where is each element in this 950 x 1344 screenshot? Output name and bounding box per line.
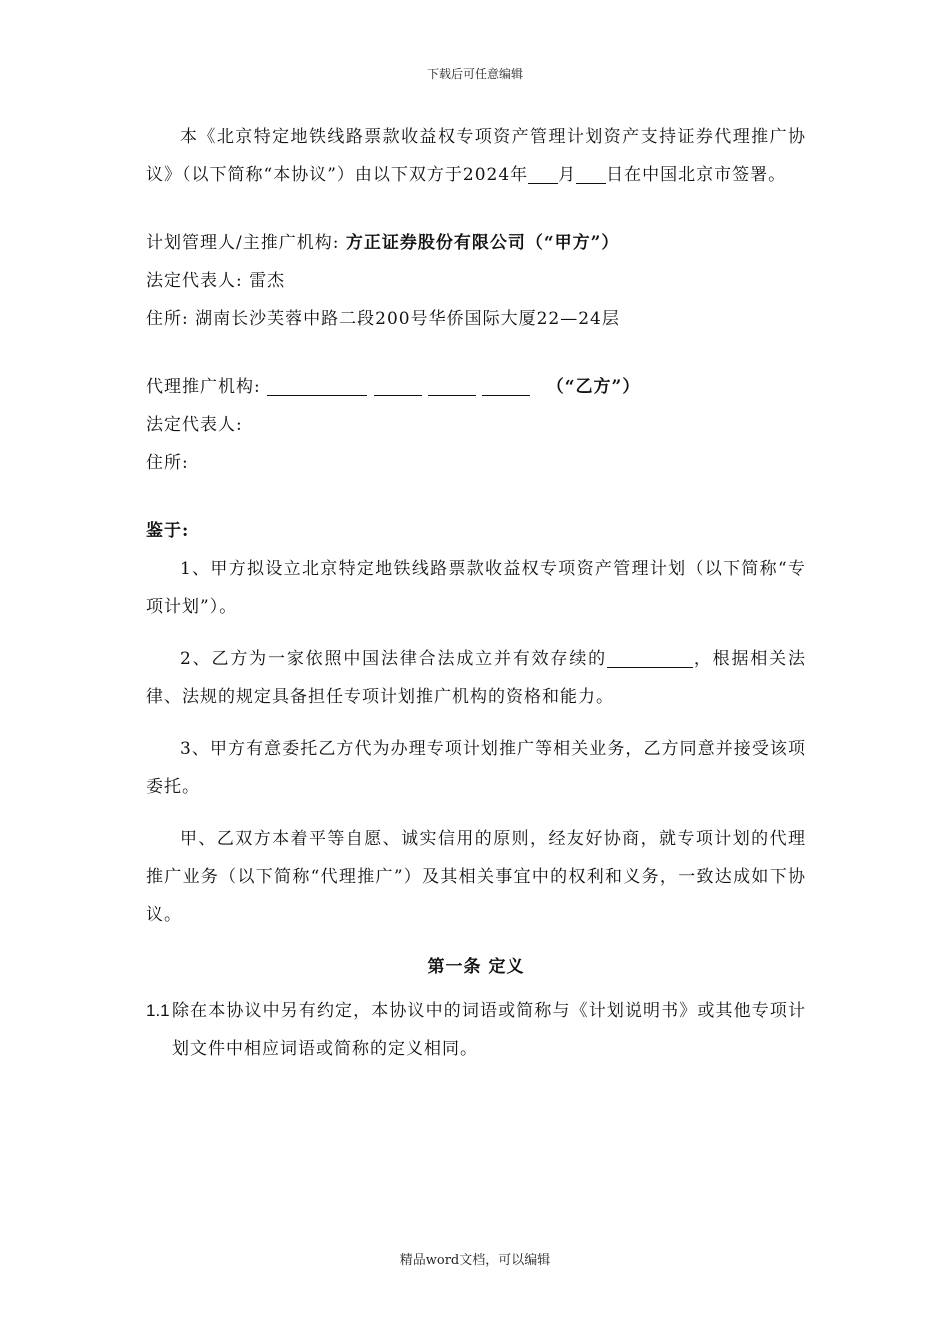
intro-paragraph [146,118,806,194]
party-b-address-label: 住所: [146,453,189,473]
party-b-address-line [146,444,806,482]
party-b-blank-1 [267,375,367,396]
entity-type-blank [607,647,693,668]
party-b-suffix: （“乙方”） [546,377,641,397]
whereas-item-3: 3、甲方有意委托乙方代为办理专项计划推广等相关业务，乙方同意并接受该项委托。 [146,739,806,797]
day-blank [576,163,606,184]
party-a-address-label: 住所: [146,309,189,329]
whereas-conclusion: 甲、乙双方本着平等自愿、诚实信用的原则，经友好协商，就专项计划的代理推广业务（以下简称“代理推广”）及其相关事宜中的权利和义务，一致达成如下协议。 [146,829,806,925]
whereas-item-2 [146,640,806,716]
party-a-rep-label: 法定代表人: [146,271,243,291]
clause-1-1 [146,992,806,1068]
party-a-rep-name: 雷杰 [249,271,286,291]
party-a-label: 计划管理人/主推广机构: [146,233,340,253]
month-blank [528,163,558,184]
party-a-name: 方正证券股份有限公司（“甲方”） [345,233,620,253]
party-b-line [146,368,806,406]
whereas-title: 鉴于: [146,521,190,541]
month-label: 月 [558,165,577,185]
party-b-rep-label: 法定代表人: [146,415,243,435]
document-body [146,118,806,1068]
page-footer: 精品word文档，可以编辑 [399,1253,551,1268]
party-b-blank-2 [374,375,422,396]
clause-number: 1.1 [146,1001,170,1020]
day-label: 日在中国北京市签署。 [606,165,787,185]
article-1-title: 第一条 定义 [427,957,525,977]
party-b-blank-3 [428,375,476,396]
party-a-address: 湖南长沙芙蓉中路二段200号华侨国际大厦22—24层 [195,309,620,329]
party-b-rep-line [146,406,806,444]
party-a-rep-line [146,262,806,300]
party-b-label: 代理推广机构: [146,377,261,397]
whereas-item-1: 1、甲方拟设立北京特定地铁线路票款收益权专项资产管理计划（以下简称“专项计划”）。 [146,559,806,617]
clause-text: 除在本协议中另有约定，本协议中的词语或简称与《计划说明书》或其他专项计划文件中相应词语或简称的定义相同。 [172,1001,806,1059]
whereas-item-2-text-a: 2、乙方为一家依照中国法律合法成立并有效存续的 [180,649,607,669]
party-b-blank-4 [482,375,530,396]
page-header: 下载后可任意编辑 [426,67,523,81]
intro-text: 本《北京特定地铁线路票款收益权专项资产管理计划资产支持证券代理推广协议》（以下简称“本协议”）由以下双方于2024年 [146,127,806,185]
party-a-line [146,224,806,262]
whereas-item-2-text-b: ，根据相关法律、法规的规定具备担任专项计划推广机构的资格和能力。 [146,649,807,707]
party-a-address-line [146,300,806,338]
